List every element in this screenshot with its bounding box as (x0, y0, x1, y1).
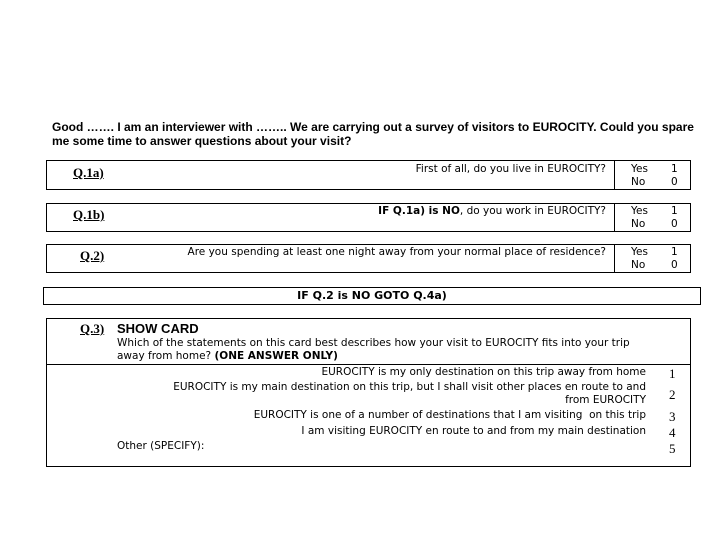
intro-text: Good ……. I am an interviewer with …….. We are carrying out a survey of visitors to EUROCITY. Could you spare me some time to answer questions about your visit? (52, 120, 694, 148)
option-yes-code: 1 (671, 163, 678, 175)
question-label-q1b: Q.1b) (73, 207, 105, 222)
question-q1a (46, 160, 691, 190)
option-no-code: 0 (671, 218, 678, 230)
question-text-q2: Are you spending at least one night away from your normal place of residence? (187, 246, 606, 258)
question-q2 (46, 244, 691, 273)
question-rest-q1b: , do you work in EUROCITY? (459, 205, 606, 217)
option-no-label: No (631, 259, 646, 271)
answer-text-4: I am visiting EUROCITY en route to and from my main destination (301, 425, 646, 437)
answer-code-3: 3 (669, 409, 676, 424)
question-q1b (46, 203, 691, 232)
answer-code-5: 5 (669, 441, 676, 456)
skip-instruction-box (43, 287, 701, 305)
question-label-q3: Q.3) (80, 321, 105, 336)
answer-code-4: 4 (669, 425, 676, 440)
question-text-q1b (378, 205, 606, 217)
option-yes-label: Yes (631, 163, 648, 175)
option-yes-label: Yes (631, 246, 648, 258)
answer-text-3: EUROCITY is one of a number of destinations that I am visiting on this trip (253, 409, 646, 421)
question-title-q3: SHOW CARD (117, 321, 199, 336)
answer-text-2: EUROCITY is my main destination on this trip, but I shall visit other places en route to and from EUROCITY (173, 381, 646, 406)
option-no-label: No (631, 218, 646, 230)
skip-instruction: IF Q.2 is NO GOTO Q.4a) (297, 289, 447, 302)
question-body-q3: Which of the statements on this card best describes how your visit to EUROCITY fits into your trip away from home? (117, 337, 630, 362)
option-no-code: 0 (671, 259, 678, 271)
option-no-code: 0 (671, 176, 678, 188)
answer-code-1: 1 (669, 366, 676, 381)
option-yes-code: 1 (671, 205, 678, 217)
answer-options-q1a (614, 161, 690, 189)
question-text-q1a: First of all, do you live in EUROCITY? (415, 163, 606, 175)
question-label-q2: Q.2) (80, 248, 105, 263)
answer-code-2: 2 (669, 387, 676, 402)
answer-text-1: EUROCITY is my only destination on this trip away from home (321, 366, 646, 378)
question-label-q1a: Q.1a) (73, 165, 104, 180)
question-text-q3 (117, 337, 657, 363)
answer-options-q2 (614, 245, 690, 272)
option-yes-code: 1 (671, 246, 678, 258)
other-specify-label: Other (SPECIFY): (117, 440, 205, 452)
instruction-q3: (ONE ANSWER ONLY) (214, 350, 338, 362)
divider (47, 364, 690, 365)
answer-options-q1b (614, 204, 690, 231)
option-yes-label: Yes (631, 205, 648, 217)
option-no-label: No (631, 176, 646, 188)
condition-q1b: IF Q.1a) is NO (378, 205, 460, 217)
question-q3 (46, 318, 691, 467)
